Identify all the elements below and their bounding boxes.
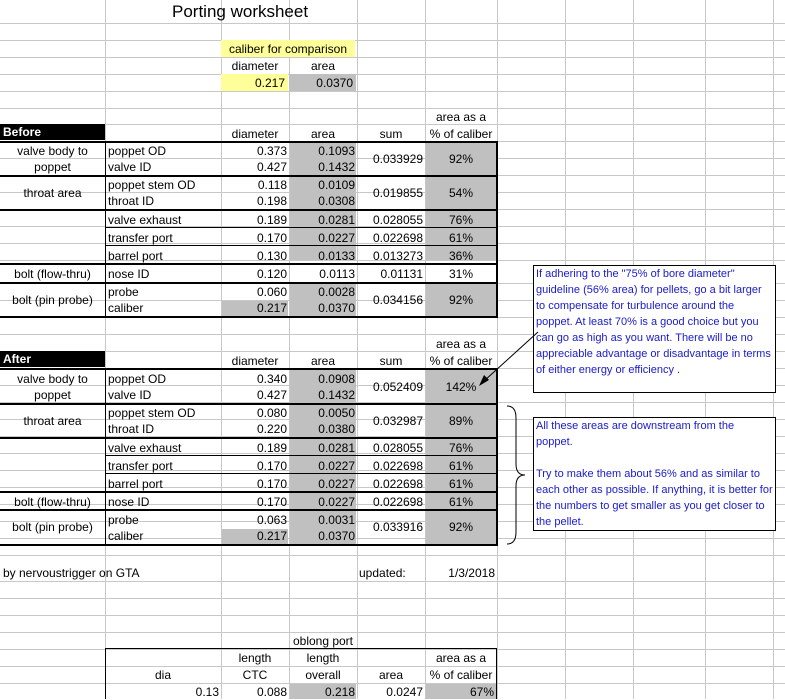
before-row-name: transfer port <box>108 231 173 245</box>
oblong-val-area: 0.0247 <box>386 685 423 699</box>
after-row-diameter[interactable]: 0.220 <box>256 422 287 436</box>
oblong-head-dia: dia <box>154 668 171 682</box>
note-arrow <box>470 330 540 390</box>
after-pair-pct: 92% <box>448 520 474 534</box>
before-pair-pct: 92% <box>448 152 474 166</box>
oblong-head-ctc-1: length <box>238 651 272 665</box>
before-row-name: probe <box>108 285 139 299</box>
before-row-name: poppet stem OD <box>108 178 196 192</box>
after-row-sum: 0.022698 <box>372 459 423 473</box>
before-pair-pct: 92% <box>448 293 474 307</box>
after-row-pct: 76% <box>448 441 474 455</box>
after-row-diameter[interactable]: 0.063 <box>256 513 287 527</box>
before-row-pct: 61% <box>448 231 474 245</box>
note-downstream-para1: All these areas are downstream from the poppet. <box>536 420 735 448</box>
oblong-head-overall-2: overall <box>305 668 341 682</box>
before-row-diameter[interactable]: 0.120 <box>256 267 287 281</box>
before-row-area: 0.0227 <box>318 231 355 245</box>
before-row-area: 0.1093 <box>318 144 355 158</box>
before-row-area: 0.0308 <box>318 194 355 208</box>
before-group-throat: throat area <box>23 186 82 200</box>
oblong-head-pct-1: area as a <box>435 651 487 665</box>
after-pair-sum: 0.032987 <box>372 414 423 428</box>
before-pair-pct: 54% <box>448 186 474 200</box>
note-downstream-areas <box>533 417 776 531</box>
after-row-diameter[interactable]: 0.427 <box>256 388 287 402</box>
after-row-area: 0.0380 <box>318 422 355 436</box>
after-row-name: poppet stem OD <box>108 406 196 420</box>
caliber-area-value[interactable]: 0.0370 <box>316 76 353 90</box>
after-row-name: poppet OD <box>108 372 167 386</box>
updated-label: updated: <box>359 566 406 580</box>
after-pair-sum: 0.052409 <box>372 380 423 394</box>
before-group-valve-body: valve body to poppet <box>17 144 88 174</box>
before-group-bolt-flow: bolt (flow-thru) <box>14 267 91 281</box>
before-row-name: nose ID <box>108 267 150 281</box>
before-row-diameter[interactable]: 0.118 <box>257 178 287 192</box>
caliber-header: caliber for comparison <box>228 42 348 56</box>
after-row-name: nose ID <box>108 495 150 509</box>
note-bore-guideline: If adhering to the "75% of bore diameter" guideline (56% area) for pellets, go a bit larger to compensate for turbulence around the poppet. At least 70% is a good choice but you can go as high as you want. There will be no appreciable advantage or disadvantage in terms of either energy or efficiency . <box>533 265 776 393</box>
after-row-name: caliber <box>108 529 144 543</box>
before-row-area: 0.0028 <box>318 285 355 299</box>
oblong-title: oblong port <box>292 634 354 648</box>
before-row-diameter[interactable]: 0.427 <box>256 160 287 174</box>
after-row-diameter[interactable]: 0.340 <box>256 372 287 386</box>
before-header: Before <box>0 124 105 140</box>
before-row-diameter[interactable]: 0.198 <box>256 194 287 208</box>
before-row-sum: 0.013273 <box>372 249 423 263</box>
oblong-val-overall: 0.218 <box>324 685 355 699</box>
after-row-name: transfer port <box>108 459 173 473</box>
after-group-throat: throat area <box>23 414 82 428</box>
before-pair-sum: 0.034156 <box>372 293 423 307</box>
before-row-name: barrel port <box>108 249 163 263</box>
oblong-val-dia[interactable]: 0.13 <box>195 685 219 699</box>
before-row-area: 0.0281 <box>318 213 355 227</box>
after-row-name: valve ID <box>108 388 152 402</box>
oblong-head-area: area <box>378 668 404 682</box>
after-row-diameter[interactable]: 0.170 <box>256 477 287 491</box>
after-group-valve-body: valve body to poppet <box>17 372 88 402</box>
after-row-pct: 61% <box>448 477 474 491</box>
brace-icon <box>503 404 531 546</box>
after-pair-sum: 0.033916 <box>372 520 423 534</box>
caliber-diameter-value[interactable]: 0.217 <box>254 76 285 90</box>
page-title: Porting worksheet <box>172 2 309 21</box>
after-row-area: 0.1432 <box>318 388 355 402</box>
before-pair-sum: 0.033929 <box>372 152 423 166</box>
oblong-head-pct-2: % of caliber <box>429 668 493 682</box>
after-header: After <box>0 351 105 367</box>
before-row-pct: 36% <box>448 249 474 263</box>
before-group-bolt-pin: bolt (pin probe) <box>12 293 93 307</box>
after-row-diameter[interactable]: 0.189 <box>256 441 287 455</box>
before-row-name: poppet OD <box>108 144 167 158</box>
before-row-area: 0.0113 <box>319 267 355 281</box>
author-credit: by nervoustrigger on GTA <box>3 566 140 580</box>
after-pair-pct: 89% <box>448 414 474 428</box>
caliber-diameter-label: diameter <box>231 59 279 73</box>
before-row-area: 0.0370 <box>318 301 355 315</box>
after-col-pct-2: % of caliber <box>429 354 493 368</box>
after-row-area: 0.0370 <box>318 529 355 543</box>
before-row-diameter: 0.217 <box>256 301 287 315</box>
after-row-sum: 0.022698 <box>372 477 423 491</box>
after-row-pct: 61% <box>448 495 474 509</box>
after-row-diameter[interactable]: 0.080 <box>256 406 287 420</box>
after-row-diameter[interactable]: 0.170 <box>256 495 287 509</box>
after-row-area: 0.0050 <box>318 406 355 420</box>
before-col-pct-1: area as a <box>435 110 487 124</box>
caliber-area-label: area <box>310 59 336 73</box>
before-col-pct-2: % of caliber <box>429 127 493 141</box>
before-row-diameter[interactable]: 0.189 <box>256 213 287 227</box>
before-row-pct: 31% <box>448 267 474 281</box>
oblong-val-pct: 67% <box>469 685 494 699</box>
before-row-diameter[interactable]: 0.060 <box>256 285 287 299</box>
before-col-diameter: diameter <box>231 127 279 141</box>
before-col-area: area <box>310 127 336 141</box>
after-row-name: valve exhaust <box>108 441 182 455</box>
after-row-name: throat ID <box>108 422 155 436</box>
after-col-pct-1: area as a <box>435 337 487 351</box>
before-row-sum: 0.028055 <box>372 213 423 227</box>
after-row-diameter: 0.217 <box>256 529 287 543</box>
after-row-diameter[interactable]: 0.170 <box>256 459 287 473</box>
before-row-diameter[interactable]: 0.170 <box>256 231 287 245</box>
after-col-diameter: diameter <box>231 354 279 368</box>
after-group-bolt-pin: bolt (pin probe) <box>12 520 93 534</box>
before-col-sum: sum <box>379 127 403 141</box>
after-row-pct: 61% <box>448 459 474 473</box>
before-pair-sum: 0.019855 <box>372 186 423 200</box>
before-row-name: valve ID <box>108 160 152 174</box>
before-row-name: valve exhaust <box>108 213 182 227</box>
note-downstream-para2: Try to make them about 56% and as similar to each other as possible. If anything, it is better for the numbers to get smaller as you get closer to the pellet. <box>536 468 773 528</box>
after-row-area: 0.0227 <box>318 477 355 491</box>
before-row-name: caliber <box>108 301 144 315</box>
after-row-area: 0.0227 <box>318 459 355 473</box>
before-row-area: 0.0109 <box>318 178 355 192</box>
after-row-sum: 0.028055 <box>372 441 423 455</box>
after-row-name: probe <box>108 513 139 527</box>
after-row-area: 0.0908 <box>318 372 355 386</box>
before-row-diameter[interactable]: 0.373 <box>256 144 287 158</box>
before-row-area: 0.0133 <box>318 249 355 263</box>
before-row-area: 0.1432 <box>318 160 355 174</box>
after-row-area: 0.0031 <box>318 513 355 527</box>
oblong-head-ctc-2: CTC <box>242 668 268 682</box>
updated-date: 1/3/2018 <box>448 566 495 580</box>
after-row-sum: 0.022698 <box>372 495 423 509</box>
after-col-sum: sum <box>379 354 403 368</box>
after-col-area: area <box>310 354 336 368</box>
after-row-name: barrel port <box>108 477 163 491</box>
oblong-val-ctc[interactable]: 0.088 <box>256 685 287 699</box>
after-group-bolt-flow: bolt (flow-thru) <box>14 495 91 509</box>
after-row-area: 0.0281 <box>318 441 355 455</box>
after-row-area: 0.0227 <box>318 495 355 509</box>
before-row-pct: 76% <box>448 213 474 227</box>
before-row-name: throat ID <box>108 194 155 208</box>
after-pair-pct: 142% <box>445 380 477 394</box>
oblong-head-overall-1: length <box>306 651 340 665</box>
before-row-diameter[interactable]: 0.130 <box>256 249 287 263</box>
before-row-sum: 0.022698 <box>372 231 423 245</box>
before-row-sum: 0.01131 <box>380 267 423 281</box>
